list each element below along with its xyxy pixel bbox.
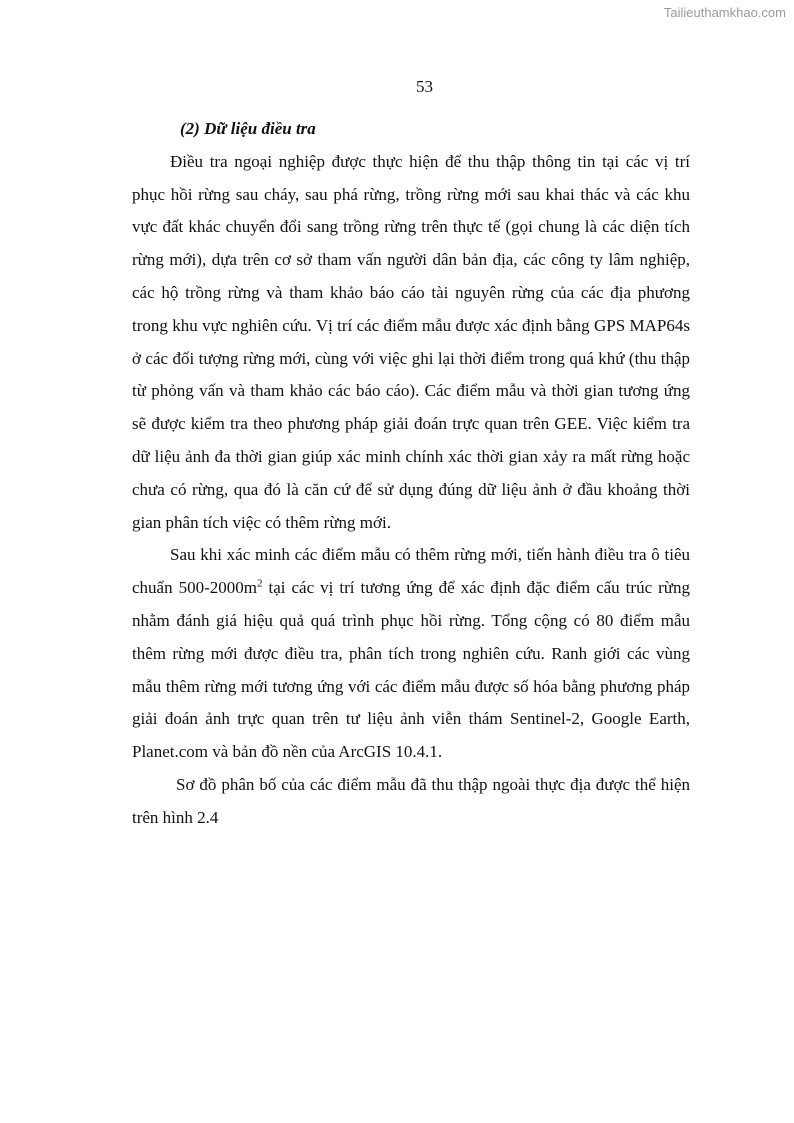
paragraph-text-start: Sau khi xác minh các điểm mẫu có thêm rừng mới, tiến hành điều tra ô tiêu chuẩn 500-2000m xyxy=(132,545,690,598)
page-number: 53 xyxy=(416,77,433,96)
paragraph-text-end: tại các vị trí tương ứng để xác định đặc điểm cấu trúc rừng nhằm đánh giá hiệu quả quá trình phục hồi rừng. Tổng cộng có 80 điểm mẫu thêm rừng mới được điều tra, phân tích trong nghiên cứu. Ranh giới các vùng mẫu thêm rừng mới tương ứng với các điểm mẫu được số hóa bằng phương pháp giải đoán ảnh trực quan trên tư liệu ảnh viễn thám Sentinel-2, Google Earth, Planet.com và bản đồ nền của ArcGIS 10.4.1. xyxy=(132,578,690,762)
paragraph-plot-survey xyxy=(132,539,690,769)
section-heading: (2) Dữ liệu điều tra xyxy=(180,119,316,138)
superscript-square: 2 xyxy=(256,577,263,590)
body-text xyxy=(132,113,690,835)
paragraph-field-survey: Điều tra ngoại nghiệp được thực hiện để thu thập thông tin tại các vị trí phục hồi rừng sau cháy, sau phá rừng, trồng rừng mới sau khai thác và các khu vực đất khác chuyển đổi sang trồng rừng trên thực tế (gọi chung là các diện tích rừng mới), dựa trên cơ sở tham vấn người dân bản địa, các công ty lâm nghiệp, các hộ trồng rừng và tham khảo báo cáo tài nguyên rừng của các địa phương trong khu vực nghiên cứu. Vị trí các điểm mẫu được xác định bằng GPS MAP64s ở các đối tượng rừng mới, cùng với việc ghi lại thời điểm trong quá khứ (thu thập từ phỏng vấn và tham khảo các báo cáo). Các điểm mẫu và thời gian tương ứng sẽ được kiểm tra theo phương pháp giải đoán trực quan trên GEE. Việc kiểm tra dữ liệu ảnh đa thời gian giúp xác minh chính xác thời gian xảy ra mất rừng hoặc chưa có rừng, qua đó là căn cứ để sử dụng đúng dữ liệu ảnh ở đầu khoảng thời gian phân tích việc có thêm rừng mới. xyxy=(132,151,690,532)
paragraph-figure-reference: Sơ đồ phân bố của các điểm mẫu đã thu thập ngoài thực địa được thể hiện trên hình 2.4 xyxy=(132,774,690,827)
site-watermark: Tailieuthamkhao.com xyxy=(663,5,786,20)
